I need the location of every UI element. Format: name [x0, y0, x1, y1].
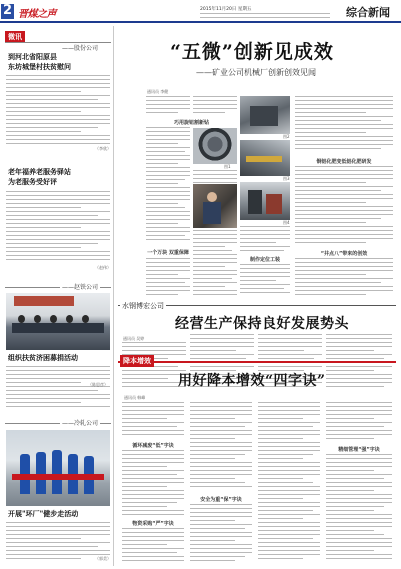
page-number: 2	[2, 3, 13, 18]
feature-photo-caption: 图3	[283, 176, 290, 181]
feature-subhead-3: 制作定位工装	[249, 257, 280, 263]
article1-author: （李欣）	[95, 146, 111, 151]
feature-title: “五微”创新见成效	[170, 41, 334, 63]
article1-byline: ——股份公司	[62, 45, 99, 52]
feature-body-col3	[240, 226, 290, 252]
bottom-subhead-2: 安全为重“保”字诀	[200, 497, 242, 503]
article1-title-line2: 东坊城堡村扶贫慰问	[8, 62, 71, 71]
bottom-subhead-3: 物资采购“严”字诀	[132, 521, 174, 527]
feature-body-col1	[146, 127, 190, 243]
article3-byline: ——赵铁公司	[62, 284, 99, 291]
article2-body	[6, 191, 110, 263]
article2-author: （赵伟）	[95, 265, 111, 270]
bottom-subhead-1: 循环减废“低”字诀	[132, 443, 174, 449]
feature-body-col2-top	[193, 96, 237, 116]
header-rule	[0, 21, 401, 23]
feature-photo-caption: 图2	[283, 134, 290, 139]
feature-photo-machine-3	[240, 140, 290, 176]
feature-body-col1-bottom	[146, 258, 190, 298]
bottom-body-col4	[326, 454, 392, 564]
feature-subhead-4: “井点八”带来的创效	[320, 251, 368, 257]
feature-photo-worker	[193, 184, 237, 228]
date-line: 2015年11月20日 星期五	[200, 7, 252, 12]
article4-title: 开展"环厂"健步走活动	[8, 509, 79, 518]
feature-subtitle: ——矿业公司机械厂创新创效见闻	[196, 68, 316, 77]
article3-title: 组织扶贫济困募捐活动	[8, 353, 78, 362]
bottom-section-tag: 降本增效	[120, 355, 154, 367]
feature-subhead-1: 巧用旋钮割新钻	[173, 120, 209, 126]
bottom-section-author: 通讯员 韩峰	[124, 395, 146, 400]
mid-section-tag: 水钢博宏公司	[122, 302, 164, 310]
feature-subhead-5: 铜铝化肥变低铝化肥研发	[316, 159, 372, 165]
feature-body-col4-top	[295, 96, 393, 154]
article1-body	[6, 75, 110, 145]
feature-photo-equipment-1	[193, 128, 237, 164]
feature-body-col4-mid	[295, 166, 393, 246]
article2-title-line1: 老年福养老服务驿站	[8, 167, 71, 176]
masthead-logo: 晋煤之声	[18, 9, 56, 20]
bottom-body-col2	[190, 504, 252, 564]
bottom-body-col1-top	[122, 402, 184, 438]
bottom-body-col3	[258, 402, 320, 564]
feature-photo-caption: 图4	[283, 220, 290, 225]
mid-section-author: 通讯员 吴婷	[123, 336, 145, 341]
bottom-section-title: 用好降本增效“四字诀”	[178, 373, 326, 389]
article2-title-line2: 为老服务受好评	[8, 177, 57, 186]
feature-body-col3-bottom	[240, 264, 290, 298]
article4-author: （郭美）	[95, 556, 111, 561]
bottom-body-col1-bottom	[122, 528, 184, 564]
bottom-body-col2-top	[190, 402, 252, 492]
article3-author: （陈思彦）	[88, 382, 108, 387]
weixun-tag: 微讯	[5, 31, 25, 43]
page-header	[0, 0, 401, 24]
bottom-body-col4-top	[326, 402, 392, 442]
feature-body-col4-bottom	[295, 258, 393, 298]
bottom-subhead-4: 精细管理“强”字诀	[338, 447, 380, 453]
feature-photo-machine-4	[240, 182, 290, 220]
feature-photo-caption: 图1	[224, 164, 231, 169]
article4-byline: ——冷轧公司	[62, 420, 99, 427]
section-rule	[118, 361, 396, 363]
header-info-lines	[200, 13, 330, 19]
feature-author: 通讯员 李健	[147, 89, 169, 94]
article3-body	[6, 366, 110, 410]
feature-photo-machine-2	[240, 96, 290, 134]
feature-subhead-2: 一个万块 双重保障	[147, 250, 189, 256]
column-divider	[113, 26, 114, 566]
article4-photo-walkers	[6, 430, 110, 506]
feature-body-col1-top	[146, 96, 190, 116]
bottom-body-col1	[122, 450, 184, 516]
section-label: 综合新闻	[346, 6, 390, 19]
article1-title-line1: 到河北省阳原县	[8, 52, 57, 61]
mid-section-title: 经营生产保持良好发展势头	[175, 316, 349, 332]
article3-photo-group-meeting	[6, 293, 110, 350]
